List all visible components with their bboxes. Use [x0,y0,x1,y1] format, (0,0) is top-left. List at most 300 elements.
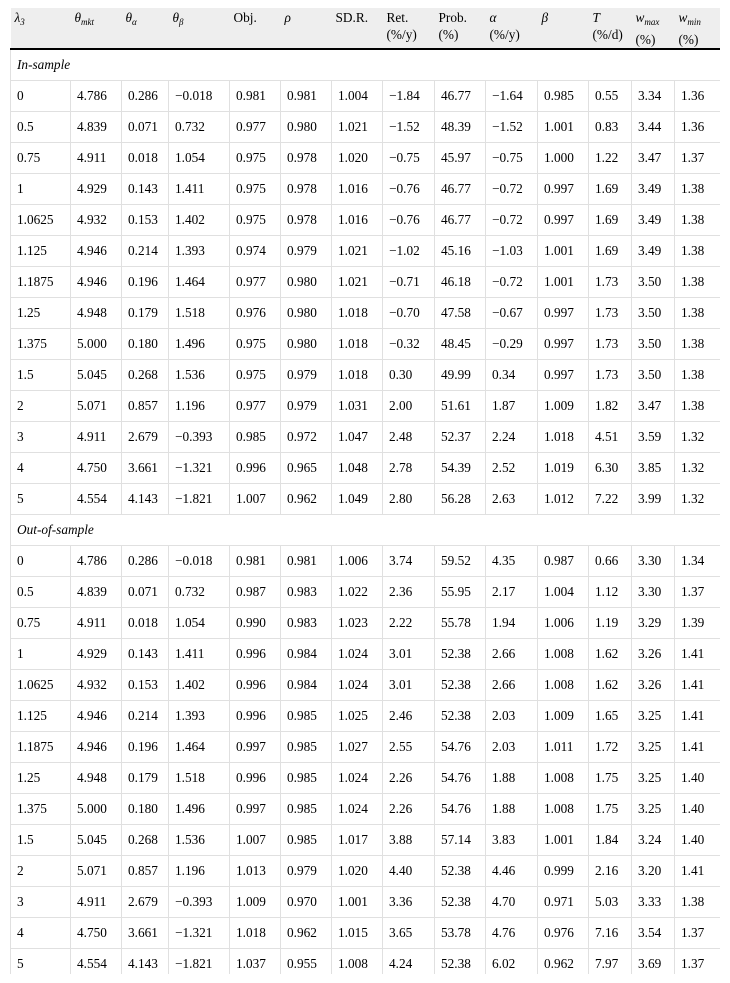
table-cell: 2.66 [486,670,538,701]
table-cell: −0.67 [486,298,538,329]
table-cell: 1.36 [675,81,721,112]
table-cell: 55.78 [435,608,486,639]
table-row [11,825,721,856]
table-cell: 4.946 [71,236,122,267]
table-cell: 54.76 [435,794,486,825]
table-cell: 1.011 [538,732,589,763]
table-cell: 1.40 [675,763,721,794]
table-cell: 1.518 [169,298,230,329]
table-cell: 3.29 [632,608,675,639]
table-cell: 1.82 [589,391,632,422]
table-cell: 1.006 [538,608,589,639]
table-cell: 0.34 [486,360,538,391]
table-cell: 3.24 [632,825,675,856]
table-row [11,236,721,267]
table-cell: 1.69 [589,205,632,236]
col-header-ret: Ret. (%/y) [383,8,435,49]
table-row [11,949,721,974]
table-cell: 1.62 [589,639,632,670]
table-cell: 1.75 [589,794,632,825]
table-cell: 0.75 [11,608,71,639]
table-cell: 1.021 [332,267,383,298]
table-cell: 0.974 [230,236,281,267]
table-cell: 49.99 [435,360,486,391]
table-cell: 5.000 [71,329,122,360]
table-cell: 1.402 [169,205,230,236]
table-cell: 1.025 [332,701,383,732]
table-cell: 1.001 [538,267,589,298]
table-cell: 3.85 [632,453,675,484]
table-cell: 0.971 [538,887,589,918]
table-cell: 0.980 [281,112,332,143]
table-cell: 1.464 [169,267,230,298]
table-cell: 0.990 [230,608,281,639]
table-cell: 1.000 [538,143,589,174]
table-cell: −1.821 [169,484,230,515]
table-cell: 4.839 [71,112,122,143]
table-cell: 1.94 [486,608,538,639]
table-cell: 1.69 [589,236,632,267]
table-cell: −0.018 [169,81,230,112]
table-cell: 2.22 [383,608,435,639]
table-cell: 1.021 [332,236,383,267]
table-cell: 3.50 [632,360,675,391]
col-header-theta-mkt: $\theta_{mkt}$ [71,8,122,49]
table-cell: 1.536 [169,360,230,391]
section-label: Out-of-sample [11,515,721,546]
table-cell: 52.38 [435,670,486,701]
table-cell: 0.997 [230,732,281,763]
table-cell: 1.496 [169,794,230,825]
table-cell: 1.5 [11,360,71,391]
table-cell: 0.975 [230,360,281,391]
table-cell: 45.97 [435,143,486,174]
table-cell: 0.955 [281,949,332,974]
table-cell: 1.19 [589,608,632,639]
table-cell: 1.375 [11,794,71,825]
table-cell: 3.25 [632,794,675,825]
table-cell: 0.143 [122,174,169,205]
table-cell: −1.64 [486,81,538,112]
table-cell: 0.970 [281,887,332,918]
table-cell: 3 [11,422,71,453]
table-cell: 4.948 [71,298,122,329]
table-cell: 0.962 [281,918,332,949]
table-cell: 0.975 [230,174,281,205]
table-cell: 4.929 [71,639,122,670]
table-cell: 1.001 [538,825,589,856]
table-cell: 4.786 [71,546,122,577]
table-cell: 1.001 [538,112,589,143]
table-cell: 7.97 [589,949,632,974]
table-cell: 0.996 [230,670,281,701]
col-header-prob: Prob. (%) [435,8,486,49]
table-cell: 0.30 [383,360,435,391]
table-cell: 1.009 [538,701,589,732]
table-cell: 0.985 [281,763,332,794]
table-cell: 1.41 [675,701,721,732]
table-cell: −0.75 [383,143,435,174]
table-cell: 1.020 [332,856,383,887]
table-cell: 1.008 [538,794,589,825]
table-cell: −0.70 [383,298,435,329]
table-cell: 1.536 [169,825,230,856]
table-cell: 4.946 [71,701,122,732]
table-cell: 0.997 [230,794,281,825]
table-cell: 1.402 [169,670,230,701]
table-cell: 0.857 [122,391,169,422]
header-row [11,8,721,49]
table-row [11,484,721,515]
table-cell: 0.180 [122,329,169,360]
table-cell: 0.985 [281,701,332,732]
table-cell: 0.732 [169,577,230,608]
table-cell: 5.000 [71,794,122,825]
table-cell: 0.977 [230,267,281,298]
table-cell: 0.975 [230,329,281,360]
table-cell: 53.78 [435,918,486,949]
table-cell: 0.975 [230,205,281,236]
table-cell: 0.983 [281,608,332,639]
table-cell: 1.031 [332,391,383,422]
table-cell: 0.975 [230,143,281,174]
table-cell: 1.022 [332,577,383,608]
table-row [11,81,721,112]
table-cell: 0.996 [230,763,281,794]
table-cell: 0.286 [122,81,169,112]
table-cell: 3.49 [632,236,675,267]
table-cell: 0.979 [281,236,332,267]
table-row [11,174,721,205]
table-cell: 4.51 [589,422,632,453]
table-cell: 1.393 [169,701,230,732]
table-cell: 0.153 [122,205,169,236]
table-cell: 1.22 [589,143,632,174]
table-cell: 3.49 [632,205,675,236]
table-cell: 1.88 [486,794,538,825]
table-cell: 1.004 [538,577,589,608]
table-cell: 1.37 [675,918,721,949]
section-label: In-sample [11,49,721,81]
table-cell: 4.143 [122,949,169,974]
table-cell: 4.24 [383,949,435,974]
table-cell: 1.69 [589,174,632,205]
table-cell: −0.018 [169,546,230,577]
table-cell: 1.88 [486,763,538,794]
table-cell: −0.76 [383,174,435,205]
table-cell: 1.393 [169,236,230,267]
table-cell: −1.821 [169,949,230,974]
table-cell: 0.987 [230,577,281,608]
table-cell: 0.143 [122,639,169,670]
table-cell: 0.981 [281,546,332,577]
table-cell: 6.02 [486,949,538,974]
table-cell: 4.946 [71,267,122,298]
col-header-obj: Obj. [230,8,281,49]
table-cell: 0.66 [589,546,632,577]
table-cell: 4.932 [71,205,122,236]
table-cell: 4 [11,453,71,484]
table-cell: 2.66 [486,639,538,670]
table-cell: −0.72 [486,205,538,236]
table-cell: 0.214 [122,701,169,732]
table-cell: 4.35 [486,546,538,577]
table-cell: 1.018 [332,298,383,329]
table-cell: 0.268 [122,360,169,391]
table-cell: 3.83 [486,825,538,856]
table-cell: 3.661 [122,918,169,949]
table-cell: 3.36 [383,887,435,918]
table-cell: 3.74 [383,546,435,577]
table-cell: −0.393 [169,422,230,453]
table-cell: 0.985 [538,81,589,112]
col-header-rho: ρ [281,8,332,49]
table-cell: 1.411 [169,639,230,670]
table-cell: 1.054 [169,608,230,639]
table-cell: 1.25 [11,298,71,329]
table-cell: 4.554 [71,484,122,515]
table-cell: 1.40 [675,825,721,856]
table-row [11,546,721,577]
table-cell: 1.32 [675,422,721,453]
table-cell: 1.013 [230,856,281,887]
table-cell: 1.25 [11,763,71,794]
table-cell: 1.496 [169,329,230,360]
col-header-beta: β [538,8,589,49]
table-cell: 46.77 [435,81,486,112]
table-cell: −0.72 [486,267,538,298]
table-cell: 56.28 [435,484,486,515]
table-cell: 1.125 [11,236,71,267]
table-cell: 0.962 [281,484,332,515]
table-cell: 1.72 [589,732,632,763]
table-row [11,360,721,391]
table-cell: 1.016 [332,174,383,205]
table-cell: 3.50 [632,267,675,298]
table-row [11,670,721,701]
table-cell: 0.196 [122,267,169,298]
table-cell: 3.01 [383,670,435,701]
table-cell: 1.41 [675,639,721,670]
table-cell: 1.024 [332,763,383,794]
table-cell: 52.38 [435,639,486,670]
table-cell: 0.979 [281,856,332,887]
table-cell: 1.38 [675,174,721,205]
table-cell: 2.46 [383,701,435,732]
table-cell: 1.0625 [11,670,71,701]
col-header-alpha: α (%/y) [486,8,538,49]
table-row [11,422,721,453]
col-header-theta-alpha: $\theta_\alpha$ [122,8,169,49]
table-cell: 47.58 [435,298,486,329]
table-cell: 2.52 [486,453,538,484]
table-cell: 1.38 [675,887,721,918]
table-cell: 0.83 [589,112,632,143]
table-cell: −0.32 [383,329,435,360]
table-cell: 1.015 [332,918,383,949]
table-cell: 1.84 [589,825,632,856]
table-cell: 1.196 [169,391,230,422]
table-cell: 1.009 [230,887,281,918]
table-cell: 0.732 [169,112,230,143]
table-cell: 1.018 [230,918,281,949]
table-cell: 1.001 [332,887,383,918]
section-header-row [11,515,721,546]
table-cell: 0 [11,81,71,112]
table-cell: 3.25 [632,732,675,763]
table-cell: 5.071 [71,391,122,422]
table-cell: 3.661 [122,453,169,484]
table-cell: 1 [11,639,71,670]
table-cell: 1.008 [538,670,589,701]
table-cell: 0.997 [538,298,589,329]
table-cell: 1.007 [230,825,281,856]
table-cell: 1.73 [589,329,632,360]
table-cell: 3 [11,887,71,918]
table-cell: 0.018 [122,608,169,639]
table-cell: 1.39 [675,608,721,639]
table-cell: 1.38 [675,329,721,360]
table-cell: 1.008 [538,639,589,670]
table-cell: 0.196 [122,732,169,763]
table-cell: 4.750 [71,453,122,484]
table-cell: −1.84 [383,81,435,112]
table-cell: 0.55 [589,81,632,112]
table-cell: 1.375 [11,329,71,360]
table-row [11,608,721,639]
col-header-theta-beta: $\theta_\beta$ [169,8,230,49]
table-cell: 52.37 [435,422,486,453]
table-cell: 0.976 [538,918,589,949]
table-cell: 57.14 [435,825,486,856]
table-cell: 1.41 [675,732,721,763]
table-cell: 1.020 [332,143,383,174]
table-cell: 2.24 [486,422,538,453]
table-cell: 3.47 [632,391,675,422]
table-cell: 4.946 [71,732,122,763]
table-cell: 0.980 [281,329,332,360]
table-cell: −0.72 [486,174,538,205]
table-cell: 0.153 [122,670,169,701]
table-cell: 1.34 [675,546,721,577]
table-cell: 2.80 [383,484,435,515]
table-cell: 0.5 [11,577,71,608]
table-cell: 1.5 [11,825,71,856]
table-cell: 5 [11,949,71,974]
table-cell: 4.46 [486,856,538,887]
table-cell: −0.71 [383,267,435,298]
table-cell: 3.33 [632,887,675,918]
table-cell: 1.009 [538,391,589,422]
table-cell: 3.65 [383,918,435,949]
table-cell: 3.54 [632,918,675,949]
table-cell: 0.978 [281,143,332,174]
table-row [11,453,721,484]
table-cell: 1.1875 [11,732,71,763]
table-cell: 1.023 [332,608,383,639]
table-cell: 1.411 [169,174,230,205]
table-cell: 4.932 [71,670,122,701]
table-cell: 0.071 [122,112,169,143]
table-cell: 2.00 [383,391,435,422]
table-row [11,701,721,732]
table-cell: 3.30 [632,577,675,608]
table-cell: −1.321 [169,453,230,484]
table-cell: 1 [11,174,71,205]
table-cell: 45.16 [435,236,486,267]
table-cell: 0.268 [122,825,169,856]
table-cell: 0.985 [281,825,332,856]
table-row [11,918,721,949]
col-header-turnover: T (%/d) [589,8,632,49]
table-row [11,205,721,236]
table-cell: 0.983 [281,577,332,608]
table-cell: −1.02 [383,236,435,267]
table-cell: 1.73 [589,267,632,298]
table-cell: 4.911 [71,143,122,174]
col-header-sdr: SD.R. [332,8,383,49]
table-cell: 0.996 [230,639,281,670]
table-cell: 3.88 [383,825,435,856]
table-cell: 3.01 [383,639,435,670]
table-cell: 1.012 [538,484,589,515]
table-row [11,267,721,298]
table-cell: 0.985 [230,422,281,453]
table-cell: 2.48 [383,422,435,453]
table-cell: 3.59 [632,422,675,453]
table-cell: 0.75 [11,143,71,174]
table-cell: 5.03 [589,887,632,918]
table-cell: 0.997 [538,360,589,391]
table-cell: 2.679 [122,422,169,453]
table-cell: 0.286 [122,546,169,577]
table-cell: 0.976 [230,298,281,329]
table-cell: −0.75 [486,143,538,174]
table-cell: 3.26 [632,670,675,701]
table-cell: 1.38 [675,205,721,236]
table-cell: 46.77 [435,174,486,205]
table-cell: 1.87 [486,391,538,422]
table-cell: 4 [11,918,71,949]
table-cell: 0.984 [281,670,332,701]
table-cell: 1.019 [538,453,589,484]
table-cell: 1.004 [332,81,383,112]
table-cell: 4.143 [122,484,169,515]
table-cell: 3.47 [632,143,675,174]
table-cell: 1.048 [332,453,383,484]
table-cell: 0.071 [122,577,169,608]
table-cell: 51.61 [435,391,486,422]
table-cell: 0.179 [122,298,169,329]
table-cell: 0 [11,546,71,577]
table-cell: 1.016 [332,205,383,236]
table-row [11,887,721,918]
table-cell: 5.071 [71,856,122,887]
table-cell: 2.36 [383,577,435,608]
table-cell: 1.024 [332,639,383,670]
table-cell: 1.38 [675,298,721,329]
table-cell: 0.965 [281,453,332,484]
table-cell: 0.978 [281,205,332,236]
table-cell: 1.40 [675,794,721,825]
table-body [11,49,721,974]
table-cell: 3.34 [632,81,675,112]
table-cell: 52.38 [435,887,486,918]
table-cell: 1.018 [332,360,383,391]
table-cell: 4.911 [71,422,122,453]
table-cell: 0.018 [122,143,169,174]
table-cell: 46.18 [435,267,486,298]
